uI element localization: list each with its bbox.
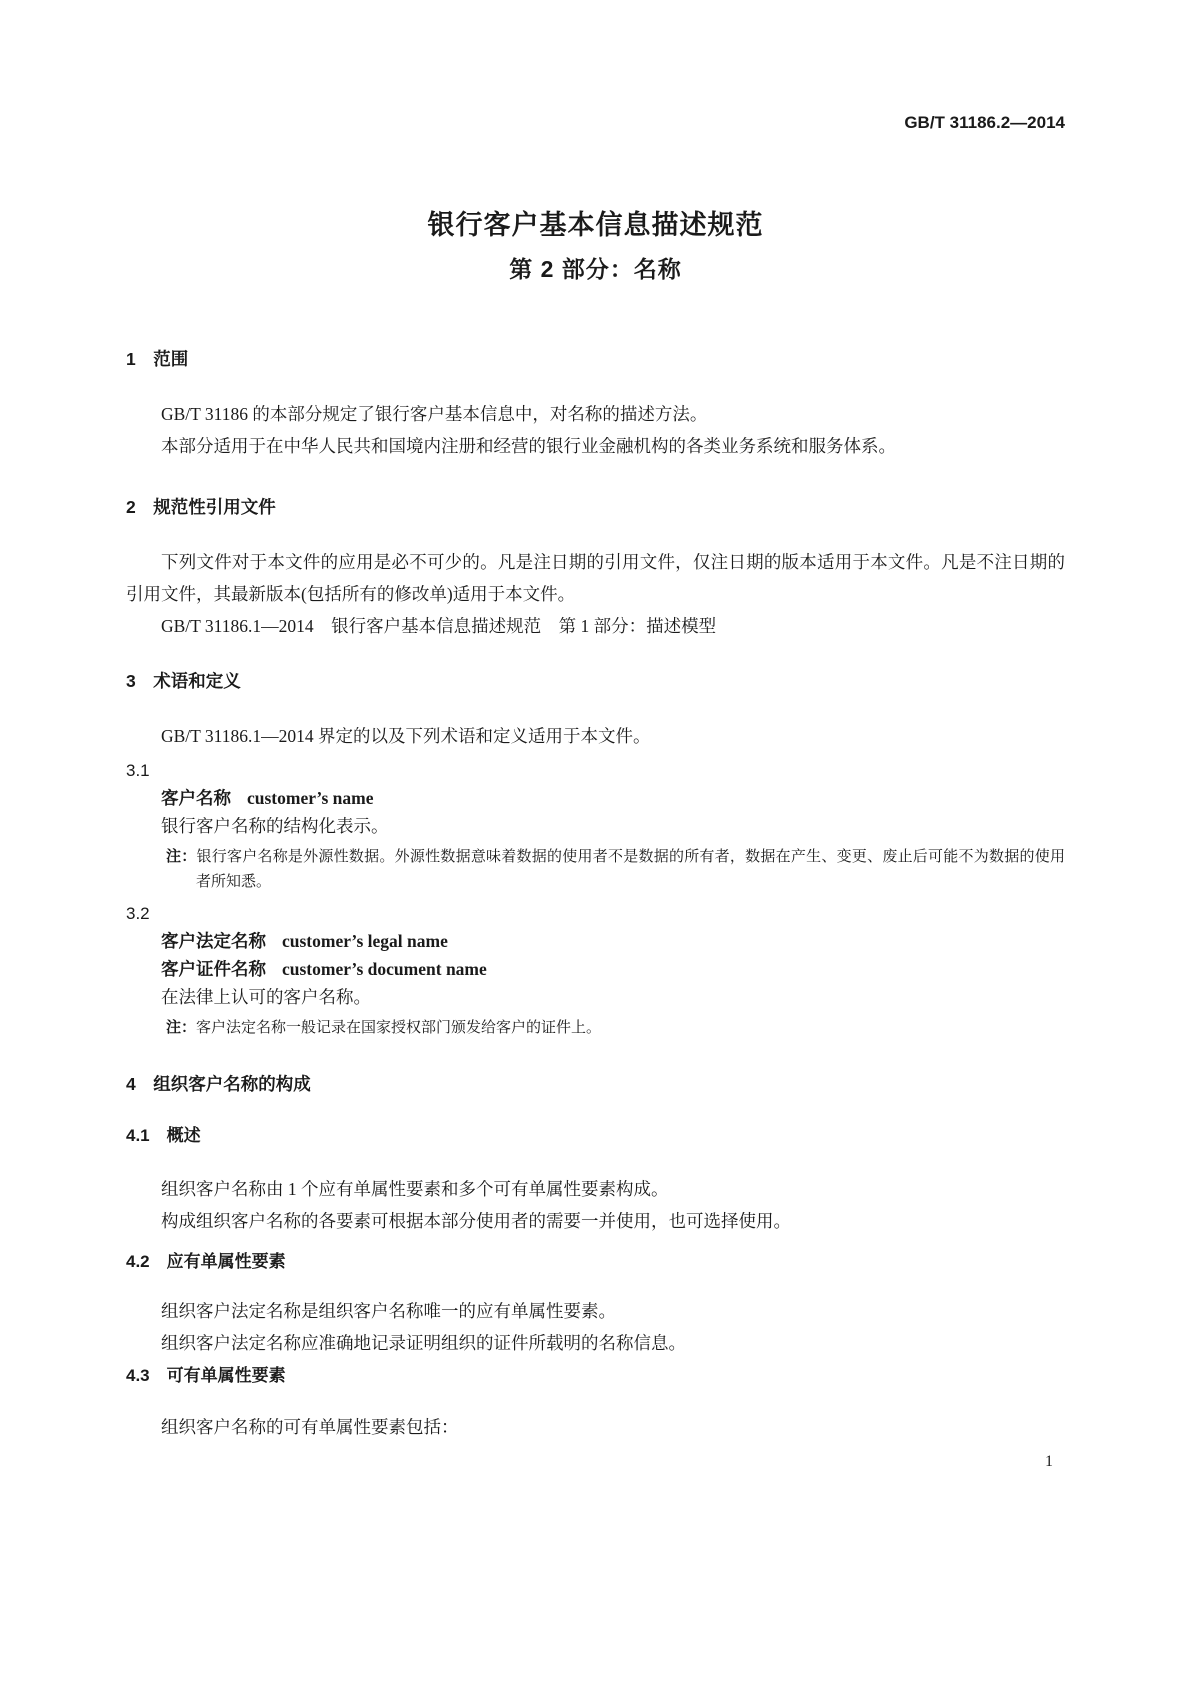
term-note-3-1	[166, 844, 1065, 895]
section-1-paragraph-2: 本部分适用于在中华人民共和国境内注册和经营的银行业金融机构的各类业务系统和服务体系。	[161, 436, 896, 456]
page-number: 1	[1045, 1453, 1053, 1470]
term-zh: 客户名称	[161, 788, 231, 808]
document-content	[0, 112, 1191, 1443]
term-en: customer’s legal name	[282, 931, 448, 951]
term-definition-3-2: 在法律上认可的客户名称。	[161, 987, 371, 1007]
page-header	[126, 112, 1065, 134]
term-line-3-2a	[161, 927, 1065, 955]
section-2-paragraph-1: 下列文件对于本文件的应用是必不可少的。凡是注日期的引用文件，仅注日期的版本适用于本文件。凡是不注日期的引用文件，其最新版本(包括所有的修改单)适用于本文件。	[126, 552, 1065, 604]
term-note-3-2	[166, 1015, 1065, 1041]
term-en: customer’s name	[247, 788, 374, 808]
note-label: 注：	[166, 1019, 197, 1036]
term-zh: 客户证件名称	[161, 959, 266, 979]
section-1-paragraph-1: GB/T 31186 的本部分规定了银行客户基本信息中，对名称的描述方法。	[161, 404, 708, 424]
document-title: 银行客户基本信息描述规范	[427, 210, 764, 240]
term-number-3-2: 3.2	[126, 904, 150, 923]
term-definition-3-1: 银行客户名称的结构化表示。	[161, 816, 389, 836]
section-2-reference-1: GB/T 31186.1—2014 银行客户基本信息描述规范 第 1 部分：描述模型	[161, 616, 717, 636]
section-4-heading: 4 组织客户名称的构成	[126, 1074, 311, 1094]
section-2-heading: 2 规范性引用文件	[126, 497, 276, 517]
document-subtitle: 第 2 部分：名称	[509, 256, 682, 282]
term-number-3-1: 3.1	[126, 761, 150, 780]
term-line-3-2b	[161, 955, 1065, 983]
section-3-paragraph-1: GB/T 31186.1—2014 界定的以及下列术语和定义适用于本文件。	[161, 726, 651, 746]
section-4-1-heading: 4.1 概述	[126, 1126, 201, 1145]
section-4-1-paragraph-1: 组织客户名称由 1 个应有单属性要素和多个可有单属性要素构成。	[161, 1179, 669, 1199]
section-4-3-heading: 4.3 可有单属性要素	[126, 1366, 286, 1385]
note-text: 客户法定名称一般记录在国家授权部门颁发给客户的证件上。	[196, 1020, 602, 1036]
section-4-2-paragraph-1: 组织客户法定名称是组织客户名称唯一的应有单属性要素。	[161, 1301, 616, 1321]
term-line-3-1	[161, 784, 1065, 812]
note-text: 银行客户名称是外源性数据。外源性数据意味着数据的使用者不是数据的所有者，数据在产生、变更、废止后可能不为数据的使用者所知悉。	[196, 849, 1065, 890]
section-3-heading: 3 术语和定义	[126, 671, 241, 691]
term-zh: 客户法定名称	[161, 931, 266, 951]
doc-number: GB/T 31186.2—2014	[904, 113, 1065, 132]
section-1-heading: 1 范围	[126, 349, 189, 369]
section-4-2-paragraph-2: 组织客户法定名称应准确地记录证明组织的证件所载明的名称信息。	[161, 1333, 686, 1353]
section-4-2-heading: 4.2 应有单属性要素	[126, 1252, 286, 1271]
term-en: customer’s document name	[282, 959, 487, 979]
section-4-1-paragraph-2: 构成组织客户名称的各要素可根据本部分使用者的需要一并使用，也可选择使用。	[161, 1211, 791, 1231]
note-label: 注：	[166, 848, 197, 865]
section-4-3-paragraph-1: 组织客户名称的可有单属性要素包括：	[161, 1417, 459, 1437]
